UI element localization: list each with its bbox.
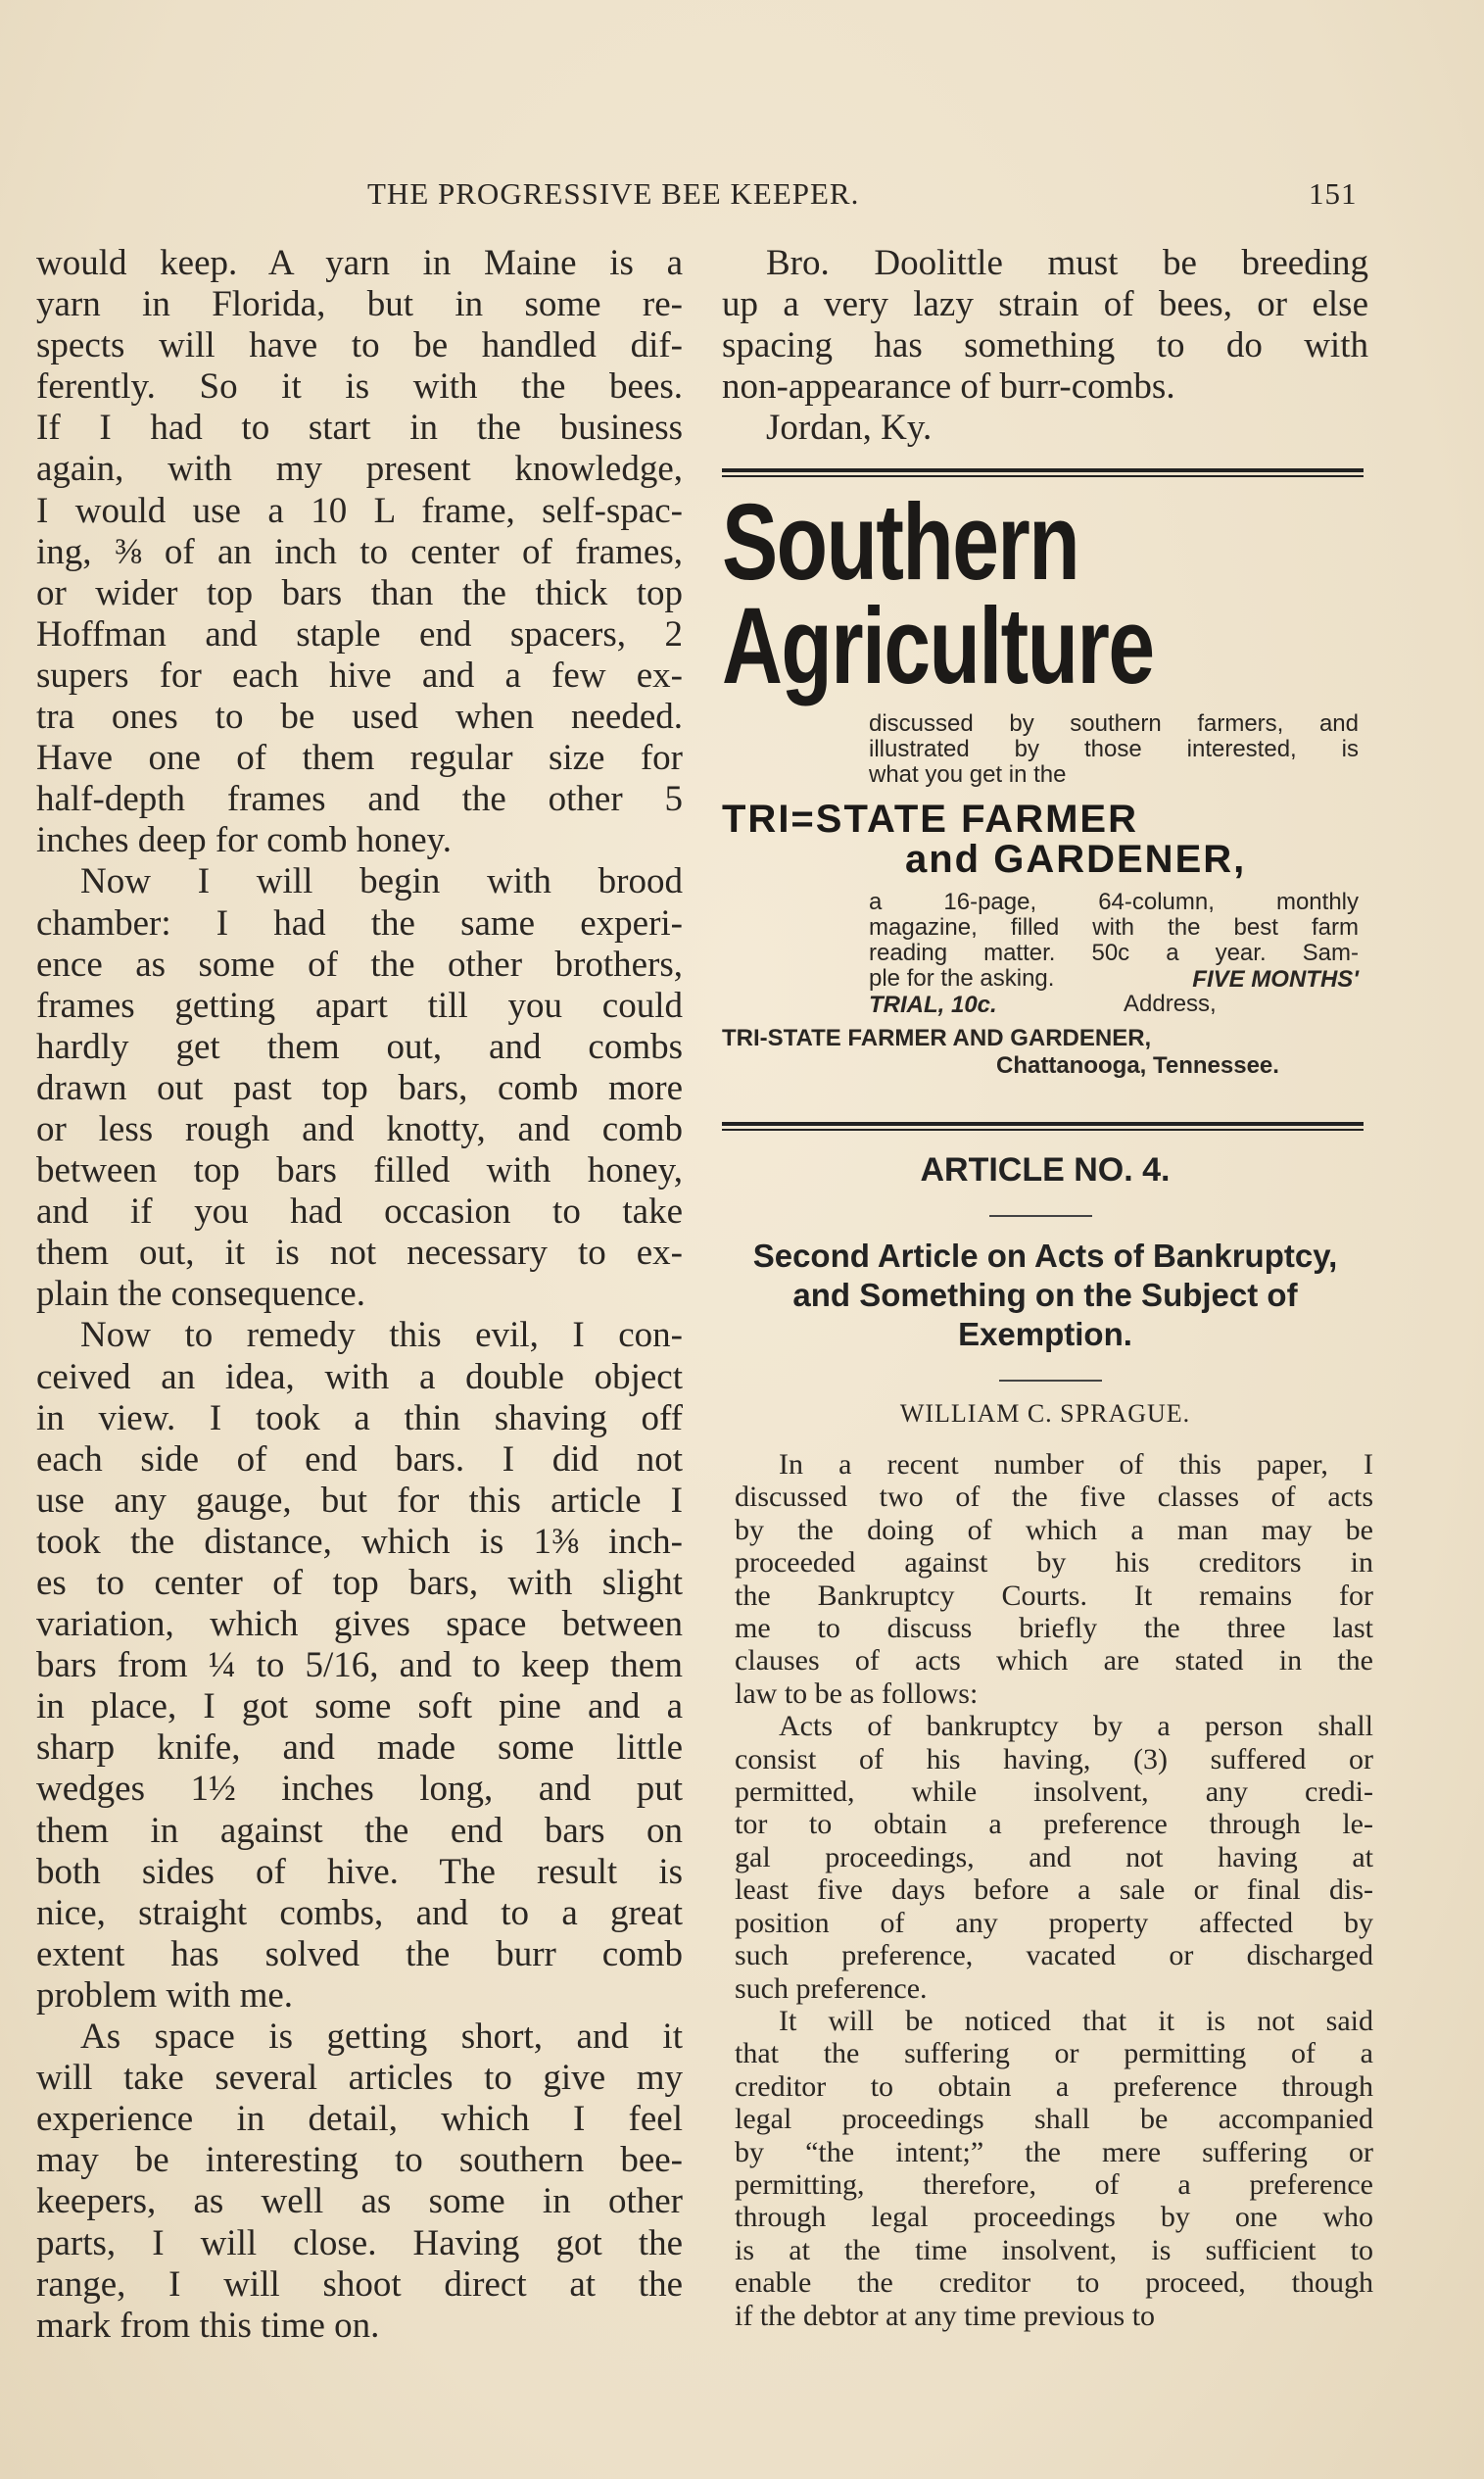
text-line: Now to remedy this evil, I con- [80,1315,683,1356]
text-line: took the distance, which is 1⅜ inch- [36,1521,683,1562]
text-line: bars from ¼ to 5/16, and to keep them [36,1645,683,1686]
divider-rule-top [722,468,1364,477]
text-line: that the suffering or permitting of a [735,2037,1373,2070]
ad-brand-line1: TRI=STATE FARMER [722,798,1138,841]
text-line: each side of end bars. I did not [36,1438,683,1480]
text-line: will take several articles to give my [36,2058,683,2099]
paragraph [735,2005,1373,2332]
text-line: hardly get them out, and combs [36,1026,683,1067]
text-line: up a very lazy strain of bees, or else [722,284,1368,325]
text-line: Acts of bankruptcy by a person shall [779,1710,1373,1743]
article-title-line: Second Article on Acts of Bankruptcy, [752,1238,1338,1274]
ad-text-line: magazine, filled with the best farm [869,914,1359,941]
text-line: range, I will shoot direct at the [36,2263,683,2305]
right-column-top [722,243,1368,449]
text-line: least five days before a sale or final dis- [735,1873,1373,1907]
text-line: legal proceedings shall be accompanied [735,2103,1373,2136]
ad-city: Chattanooga, Tennessee. [996,1052,1279,1079]
text-line: I would use a 10 L frame, self-spac- [36,490,683,531]
text-line: half-depth frames and the other 5 [36,779,683,820]
paragraph [36,243,683,861]
text-line: me to discuss briefly the three last [735,1612,1373,1645]
text-line: ceived an idea, with a double object [36,1356,683,1397]
article-title-line: and Something on the Subject of [792,1277,1298,1313]
ad-offer [869,966,1359,1017]
text-line: chamber: I had the same experi- [36,902,683,944]
text-line: would keep. A yarn in Maine is a [36,243,683,283]
text-line: and if you had occasion to take [36,1191,683,1233]
text-line: sharp knife, and made some little [36,1727,683,1769]
text-line: again, with my present knowledge, [36,449,683,490]
text-line: ence as some of the other brothers, [36,944,683,985]
article-author: WILLIAM C. SPRAGUE. [899,1399,1191,1428]
page-number: 151 [1309,176,1358,211]
text-line: law to be as follows: [735,1677,979,1710]
text-line: es to center of top bars, with slight [36,1563,683,1603]
ad-intro [869,711,1359,788]
ad-sample-line: ple for the asking. [869,965,1055,992]
text-line: permitted, while insolvent, any credi- [735,1775,1373,1809]
ad-text-line: illustrated by those interested, is [869,736,1359,762]
text-line: may be interesting to southern bee- [36,2140,683,2181]
article-number: ARTICLE NO. 4. [920,1151,1171,1189]
ad-brand-line2: and GARDENER, [905,838,1247,881]
text-line: Have one of them regular size for [36,738,683,779]
article-title-line: Exemption. [958,1316,1132,1352]
text-line: It will be noticed that it is not said [779,2004,1373,2037]
ad-offer-months: FIVE MONTHS' [1192,966,1359,993]
text-line: ing, ⅜ of an inch to center of frames, [36,531,683,572]
ad-address-label: Address, [1124,991,1217,1017]
text-line: the Bankruptcy Courts. It remains for [735,1579,1373,1612]
ad-text-line: what you get in the [869,761,1067,788]
text-line: non-appearance of burr-combs. [722,366,1175,408]
text-line: Now I will begin with brood [80,861,683,902]
text-line: yarn in Florida, but in some re- [36,284,683,325]
short-rule-2 [999,1380,1102,1382]
text-line: drawn out past top bars, comb more [36,1067,683,1108]
text-line: by “the intent;” the mere suffering or [735,2135,1373,2168]
text-line: by the doing of which a man may be [735,1513,1373,1546]
text-line: permitting, therefore, of a preference [735,2167,1373,2201]
text-line: such preference. [735,1971,928,2005]
ad-title-line1: Southern [722,482,1079,603]
paragraph [735,1448,1373,1710]
text-line: if the debtor at any time previous to [735,2299,1156,2332]
text-line: is at the time insolvent, is sufficient to [735,2233,1373,2266]
text-line: or less rough and knotty, and comb [36,1108,683,1149]
text-line: variation, which gives space between [36,1604,683,1645]
text-line: tor to obtain a preference through le- [735,1808,1373,1841]
text-line: Bro. Doolittle must be breeding [766,243,1368,283]
text-line: ferently. So it is with the bees. [36,366,683,408]
text-line: spects will have to be handled dif- [36,325,683,366]
ad-text-line: discussed by southern farmers, and [869,710,1359,737]
paragraph [36,1315,683,2017]
text-line: In a recent number of this paper, I [779,1448,1373,1481]
text-line: Hoffman and staple end spacers, 2 [36,613,683,655]
ad-title-line2: Agriculture [722,586,1154,706]
text-line: experience in detail, which I feel [36,2099,683,2140]
paragraph [36,2017,683,2347]
text-line: inches deep for comb honey. [36,820,452,861]
text-line: them in against the end bars on [36,1810,683,1851]
text-line: both sides of hive. The result is [36,1851,683,1892]
ad-offer-trial: TRIAL, 10c. [869,992,997,1018]
text-line: extent has solved the burr comb [36,1933,683,1974]
text-line: them out, it is not necessary to ex- [36,1233,683,1274]
text-line: or wider top bars than the thick top [36,572,683,613]
text-line: through legal proceedings by one who [735,2201,1373,2234]
running-header [0,176,1484,216]
text-line: parts, I will close. Having got the [36,2222,683,2263]
text-line: problem with me. [36,1974,294,2016]
text-line: gal proceedings, and not having at [735,1840,1373,1873]
text-line: frames getting apart till you could [36,985,683,1026]
text-line: use any gauge, but for this article I [36,1480,683,1521]
signoff: Jordan, Ky. [766,408,933,449]
ad-text-line: reading matter. 50c a year. Sam- [869,940,1359,966]
paragraph [722,243,1368,449]
text-line: such preference, vacated or discharged [735,1939,1373,1972]
text-line: consist of his having, (3) suffered or [735,1742,1373,1775]
article-title [722,1237,1368,1354]
divider-rule-bottom [722,1122,1364,1131]
ad-text-line: a 16-page, 64-column, monthly [869,889,1359,915]
text-line: supers for each hive and a few ex- [36,655,683,696]
text-line: enable the creditor to proceed, though [735,2266,1373,2300]
text-line: position of any property affected by [735,1906,1373,1939]
left-column [36,243,683,2347]
short-rule-1 [989,1215,1092,1217]
text-line: spacing has something to do with [722,325,1368,366]
article-body [735,1448,1373,2332]
text-line: in place, I got some soft pine and a [36,1686,683,1727]
text-line: tra ones to be used when needed. [36,697,683,738]
ad-details [869,890,1359,966]
journal-title: THE PROGRESSIVE BEE KEEPER. [367,176,860,211]
text-line: As space is getting short, and it [80,2017,683,2058]
ad-publisher: TRI-STATE FARMER AND GARDENER, [722,1025,1152,1051]
advertisement [722,482,1368,1080]
paragraph [735,1710,1373,2005]
text-line: wedges 1½ inches long, and put [36,1769,683,1810]
text-line: nice, straight combs, and to a great [36,1892,683,1933]
text-line: mark from this time on. [36,2305,380,2346]
text-line: plain the consequence. [36,1274,365,1315]
text-line: discussed two of the five classes of acts [735,1481,1373,1514]
text-line: creditor to obtain a preference through [735,2069,1373,2103]
text-line: clauses of acts which are stated in the [735,1644,1373,1677]
text-line: proceeded against by his creditors in [735,1546,1373,1580]
text-line: between top bars filled with honey, [36,1150,683,1191]
paragraph [36,861,683,1315]
text-line: in view. I took a thin shaving off [36,1397,683,1438]
text-line: If I had to start in the business [36,408,683,449]
text-line: keepers, as well as some in other [36,2181,683,2222]
